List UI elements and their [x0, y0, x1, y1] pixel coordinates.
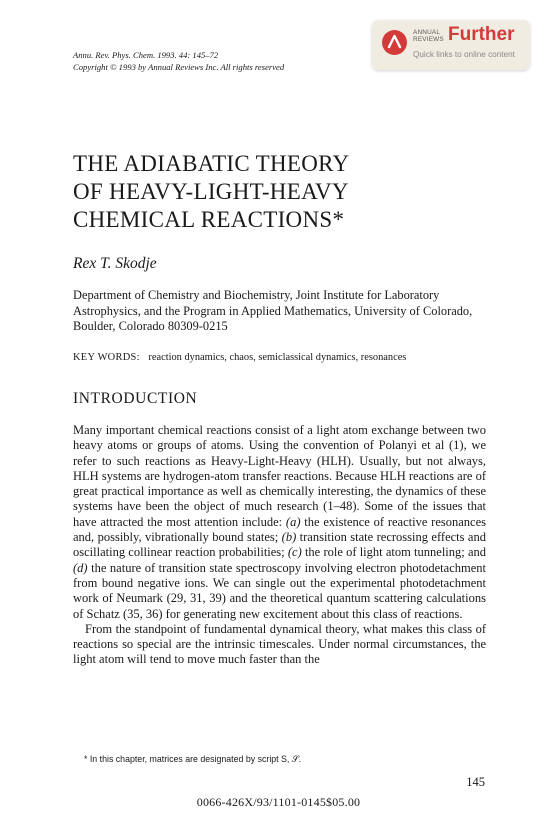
list-marker-d: (d)	[73, 560, 88, 575]
paragraph-1-text-3: transition state recrossing effects and oscillating collinear reaction probabilities;	[73, 530, 486, 560]
page-number: 145	[466, 775, 485, 789]
annual-reviews-further-badge[interactable]	[372, 20, 530, 70]
article-title	[73, 150, 473, 234]
list-marker-a: (a)	[285, 514, 301, 529]
copyright-price-code: 0066-426X/93/1101-0145$05.00	[196, 795, 361, 809]
title-line-3: CHEMICAL REACTIONS*	[73, 207, 345, 232]
badge-annual-reviews-label: ANNUAL REVIEWS	[413, 29, 444, 43]
badge-tagline: Quick links to online content	[413, 50, 515, 59]
annual-reviews-logo-icon	[382, 30, 407, 55]
citation-line-1: Annu. Rev. Phys. Chem. 1993. 44: 145–72	[73, 50, 219, 60]
keywords-line	[73, 352, 406, 363]
title-line-2: OF HEAVY-LIGHT-HEAVY	[73, 179, 349, 204]
section-heading-introduction: INTRODUCTION	[73, 390, 198, 407]
journal-citation	[73, 49, 284, 73]
paragraph-1-text-2: the existence of reactive resonances and, possibly, vibrationally bound states;	[73, 514, 486, 545]
footnote: * In this chapter, matrices are designated by script S, 𝒮.	[84, 754, 302, 764]
keywords-value: reaction dynamics, chaos, semiclassical dynamics, resonances	[148, 352, 407, 363]
list-marker-c: (c)	[287, 545, 302, 560]
keywords-label: KEY WORDS:	[73, 352, 140, 363]
badge-further-label: Further	[448, 24, 515, 45]
paragraph-1-text-5: the nature of transition state spectroscopy involving electron photodetachment from bound negative ions. We can single out the experimental photodetachment work of Neumark (29, 31, 39) and the theoretical quantum scattering calculations of Schatz (35, 36) for generating new excitement about this class of reactions.	[73, 560, 486, 621]
list-marker-b: (b)	[281, 530, 297, 545]
title-line-1: THE ADIABATIC THEORY	[73, 151, 350, 176]
paragraph-1-text-4: the role of light atom tunneling; and	[301, 545, 486, 560]
citation-line-2: Copyright © 1993 by Annual Reviews Inc. All rights reserved	[73, 62, 285, 72]
paragraph-1	[73, 423, 486, 622]
paragraph-2: From the standpoint of fundamental dynamical theory, what makes this class of reactions so special are the intrinsic timescales. Under normal circumstances, the light atom will tend to move much faster than the	[73, 621, 486, 667]
author-affiliation: Department of Chemistry and Biochemistry, Joint Institute for Laboratory Astrophysics, and the Program in Applied Mathematics, University of Colorado, Boulder, Colorado 80309-0215	[73, 288, 473, 333]
paragraph-1-text-1: Many important chemical reactions consist of a light atom exchange between two heavy atoms or groups of atoms. Using the convention of Polanyi et al (1), we refer to such reactions as Heavy-Light-Heavy (HLH). Usually, but not always, HLH systems are hydrogen-atom transfer reactions. Because HLH reactions are of great practical importance as well as chemically interesting, the dynamics of these systems have been the object of much research (1–48). Some of the issues that have attracted the most attention include:	[73, 423, 486, 529]
author-name: Rex T. Skodje	[73, 255, 157, 272]
article-body	[73, 423, 486, 668]
